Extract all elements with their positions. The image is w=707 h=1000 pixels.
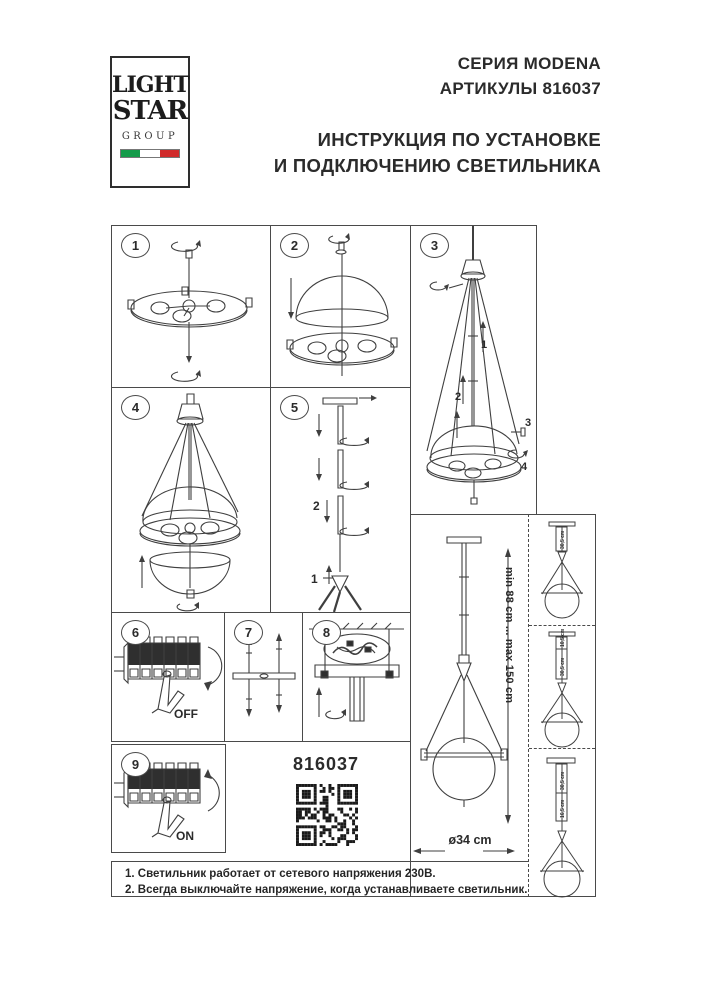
step-3-mark-2: 2 xyxy=(455,391,462,403)
variant-3-length-label-1: 30,5 cm xyxy=(560,771,566,790)
flag-green xyxy=(121,150,140,157)
step-9-panel xyxy=(111,744,226,853)
variant-3-diagram xyxy=(529,751,595,898)
variant-3-length-label-2: 16,5 cm xyxy=(560,799,566,818)
variant-1-length-label: 30,5 cm xyxy=(560,530,566,549)
off-label: OFF xyxy=(174,707,198,721)
on-label: ON xyxy=(176,829,194,843)
step-3-mark-3: 3 xyxy=(525,417,532,429)
step-3-mark-4: 4 xyxy=(521,461,528,473)
variant-separator xyxy=(529,748,595,749)
step-5-panel xyxy=(270,387,411,613)
diameter-label: ø34 cm xyxy=(448,833,492,847)
header-text xyxy=(181,52,601,179)
step-3-diagram-hanging-assembly xyxy=(411,226,536,514)
variant-2-diagram xyxy=(529,627,595,748)
safety-notes xyxy=(111,861,528,897)
variant-separator xyxy=(529,625,595,626)
logo-word-group: GROUP xyxy=(121,131,179,142)
variant-2-length-label-1: 10,5 cm xyxy=(560,628,566,647)
article-number: АРТИКУЛЫ 816037 xyxy=(439,78,601,98)
variant-1-diagram xyxy=(529,516,595,625)
step-number-badge: 8 xyxy=(312,620,341,645)
size-variants-column xyxy=(528,514,596,897)
italian-flag-icon xyxy=(120,149,180,158)
step-1-panel xyxy=(111,225,271,388)
instruction-title xyxy=(181,127,601,179)
step-6-panel xyxy=(111,612,225,742)
series-title: СЕРИЯ MODENA xyxy=(457,54,601,73)
instruction-title-line1: ИНСТРУКЦИЯ ПО УСТАНОВКЕ xyxy=(317,129,601,151)
step-number-badge: 4 xyxy=(121,395,150,420)
qr-code xyxy=(296,784,358,846)
instruction-title-line2: И ПОДКЛЮЧЕНИЮ СВЕТИЛЬНИКА xyxy=(273,155,601,177)
note-2: 2. Всегда выключайте напряжение, когда устанавливаете светильник. xyxy=(125,883,528,896)
step-8-panel xyxy=(302,612,411,742)
step-number-badge: 6 xyxy=(121,620,150,645)
flag-red xyxy=(160,150,179,157)
step-5-mark-2: 2 xyxy=(313,499,320,513)
step-5-mark-1: 1 xyxy=(311,572,318,586)
step-number-badge: 2 xyxy=(280,233,309,258)
note-1: 1. Светильник работает от сетевого напряжения 230В. xyxy=(125,868,436,880)
variant-2-length-label-2: 30,5 cm xyxy=(560,657,566,676)
step-4-diagram-bowl-attach xyxy=(112,388,270,612)
step-2-panel xyxy=(270,225,411,388)
step-number-badge: 3 xyxy=(420,233,449,258)
logo-word-light: LIGHT xyxy=(112,72,189,98)
step-5-diagram-rod-segments xyxy=(271,388,410,612)
step-3-mark-1: 1 xyxy=(481,339,488,351)
step-4-panel xyxy=(111,387,271,613)
lightstar-logo xyxy=(110,56,190,188)
step-3-panel xyxy=(410,225,537,515)
dimension-drawing-panel xyxy=(410,514,529,897)
qr-article-number: 816037 xyxy=(292,754,360,774)
step-7-panel xyxy=(224,612,303,742)
height-range-label: min 88 cm ... max 150 cm xyxy=(503,567,515,704)
step-number-badge: 5 xyxy=(280,395,309,420)
logo-word-star: STAR xyxy=(112,96,188,126)
step-number-badge: 9 xyxy=(121,752,150,777)
step-number-badge: 7 xyxy=(234,620,263,645)
step-number-badge: 1 xyxy=(121,233,150,258)
flag-white xyxy=(140,150,159,157)
